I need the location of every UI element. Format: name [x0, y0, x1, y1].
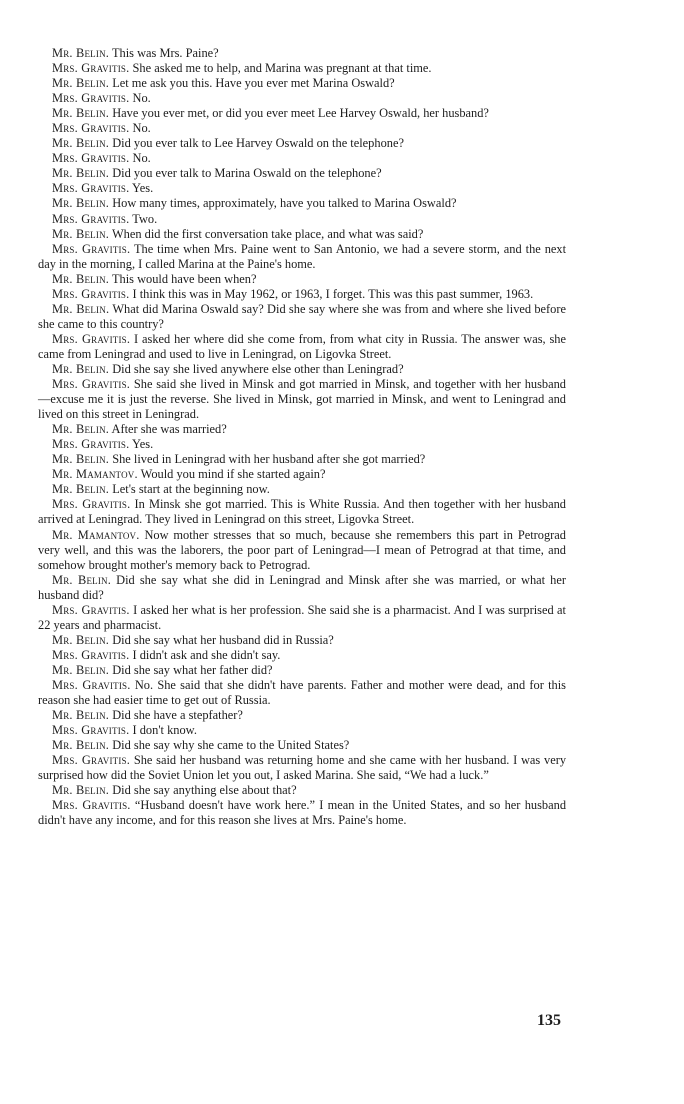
testimony-paragraph [38, 151, 566, 166]
speech-text: No. [132, 91, 151, 106]
speaker-name: Mr. Belin. [52, 76, 110, 91]
speaker-name: Mrs. Gravitis. [52, 181, 130, 196]
speech-text: She lived in Leningrad with her husband after she got married? [112, 452, 426, 467]
speaker-name: Mr. Mamantov. [52, 467, 138, 482]
speech-text: What did Marina Oswald say? Did she say where she was from and where she lived before she came to this country? [38, 301, 567, 331]
testimony-paragraph [38, 61, 566, 76]
speech-text: This would have been when? [111, 271, 257, 286]
speaker-name: Mr. Belin. [52, 46, 110, 60]
testimony-paragraph [38, 166, 566, 181]
speech-text: Now mother stresses that so much, because she remembers this part in Petrograd very well, and this was the laborers, the poor part of Leningrad—I mean of Petrograd at that time, and somehow brought mother's memory back to Petrograd. [38, 527, 566, 572]
speaker-name: Mr. Belin. [52, 271, 110, 286]
testimony-paragraph [38, 648, 566, 663]
speaker-name: Mrs. Gravitis. [52, 377, 131, 392]
speaker-name: Mr. Belin. [52, 106, 110, 121]
testimony-paragraph [38, 497, 566, 527]
speech-text: Let me ask you this. Have you ever met Marina Oswald? [112, 76, 395, 91]
speaker-name: Mrs. Gravitis. [52, 723, 130, 738]
testimony-paragraph [38, 302, 566, 332]
testimony-paragraph [38, 136, 566, 151]
testimony-paragraph [38, 753, 566, 783]
speech-text: When did the first conversation take place, and what was said? [111, 226, 424, 241]
testimony-paragraph [38, 783, 566, 798]
testimony-paragraph [38, 332, 566, 362]
speaker-name: Mrs. Gravitis. [52, 241, 131, 256]
speech-text: Did she say anything else about that? [112, 783, 297, 798]
testimony-paragraph [38, 212, 566, 227]
speech-text: Did she say what her husband did in Russia? [112, 632, 334, 647]
testimony-paragraph [38, 573, 566, 603]
testimony-paragraph [38, 272, 566, 287]
speaker-name: Mr. Belin. [52, 196, 110, 211]
speech-text: I asked her where did she come from, from what city in Russia. The answer was, she came from Leningrad and used to live in Leningrad, on Ligovka Street. [38, 331, 567, 361]
page-number: 135 [537, 1012, 561, 1029]
speaker-name: Mrs. Gravitis. [52, 437, 130, 452]
speech-text: Did you ever talk to Lee Harvey Oswald on the telephone? [112, 136, 404, 151]
speech-text: Have you ever met, or did you ever meet Lee Harvey Oswald, her husband? [112, 106, 489, 121]
speech-text: Did she say what her father did? [112, 662, 273, 677]
speaker-name: Mrs. Gravitis. [52, 331, 131, 346]
speaker-name: Mrs. Gravitis. [52, 211, 130, 226]
speaker-name: Mr. Belin. [52, 166, 110, 181]
speaker-name: Mr. Belin. [52, 572, 112, 587]
speech-text: This was Mrs. Paine? [111, 46, 219, 60]
testimony-paragraph [38, 46, 566, 61]
speaker-name: Mrs. Gravitis. [52, 497, 131, 512]
speech-text: Let's start at the beginning now. [112, 482, 270, 497]
testimony-paragraph [38, 723, 566, 738]
speech-text: Yes. [132, 181, 154, 196]
testimony-paragraph [38, 482, 566, 497]
testimony-paragraph [38, 91, 566, 106]
speech-text: The time when Mrs. Paine went to San Antonio, we had a severe storm, and the next day in the morning, I called Marina at the Paine's home. [38, 241, 567, 271]
speech-text: Did you ever talk to Marina Oswald on the telephone? [112, 166, 382, 181]
testimony-paragraph [38, 467, 566, 482]
testimony-paragraph [38, 181, 566, 196]
speaker-name: Mr. Belin. [52, 452, 110, 467]
testimony-paragraph [38, 437, 566, 452]
speaker-name: Mr. Belin. [52, 226, 110, 241]
testimony-paragraph [38, 227, 566, 242]
speaker-name: Mrs. Gravitis. [52, 121, 130, 136]
testimony-paragraph [38, 798, 566, 828]
testimony-paragraph [38, 121, 566, 136]
speech-text: She asked me to help, and Marina was pregnant at that time. [132, 61, 432, 76]
speaker-name: Mr. Belin. [52, 708, 110, 723]
speech-text: Did she say she lived anywhere else other than Leningrad? [112, 361, 404, 376]
testimony-paragraph [38, 528, 566, 573]
testimony-paragraph [38, 242, 566, 272]
speech-text: I didn't ask and she didn't say. [132, 647, 281, 662]
speech-text: Did she say what she did in Leningrad and Minsk after she was married, or what her husband did? [38, 572, 566, 602]
speaker-name: Mrs. Gravitis. [52, 61, 130, 76]
speech-text: Did she have a stepfather? [112, 708, 243, 723]
testimony-paragraph [38, 663, 566, 678]
testimony-paragraph [38, 106, 566, 121]
speech-text: Two. [132, 211, 158, 226]
speaker-name: Mrs. Gravitis. [52, 647, 130, 662]
speech-text: No. [132, 151, 151, 166]
testimony-paragraph [38, 603, 566, 633]
testimony-paragraph [38, 422, 566, 437]
speech-text: How many times, approximately, have you talked to Marina Oswald? [112, 196, 457, 211]
speech-text: Yes. [132, 437, 154, 452]
speech-text: “Husband doesn't have work here.” I mean in the United States, and so her husband didn't have any income, and for this reason she lives at Mrs. Paine's home. [38, 798, 567, 828]
speaker-name: Mrs. Gravitis. [52, 151, 130, 166]
speech-text: No. She said that she didn't have parents. Father and mother were dead, and for this reason she had easier time to get out of Russia. [38, 677, 567, 708]
speech-text: No. [132, 121, 151, 136]
testimony-paragraph [38, 196, 566, 211]
speaker-name: Mrs. Gravitis. [52, 602, 130, 617]
speaker-name: Mr. Belin. [52, 632, 110, 647]
testimony-paragraph [38, 708, 566, 723]
speech-text: Would you mind if she started again? [140, 467, 326, 482]
speaker-name: Mr. Belin. [52, 301, 110, 316]
testimony-paragraph [38, 76, 566, 91]
testimony-paragraph [38, 377, 566, 422]
speech-text: I asked her what is her profession. She said she is a pharmacist. And I was surprised at 22 years and pharmacist. [38, 602, 567, 632]
speaker-name: Mrs. Gravitis. [52, 677, 131, 692]
speaker-name: Mr. Mamantov. [52, 527, 140, 542]
testimony-transcript [38, 46, 566, 828]
testimony-paragraph [38, 678, 566, 708]
testimony-paragraph [38, 633, 566, 648]
speaker-name: Mrs. Gravitis. [52, 753, 131, 768]
speaker-name: Mr. Belin. [52, 422, 110, 437]
speaker-name: Mr. Belin. [52, 136, 110, 151]
speaker-name: Mr. Belin. [52, 482, 110, 497]
speaker-name: Mr. Belin. [52, 783, 110, 798]
speaker-name: Mrs. Gravitis. [52, 798, 131, 813]
testimony-paragraph [38, 452, 566, 467]
speech-text: I think this was in May 1962, or 1963, I forget. This was this past summer, 1963. [132, 286, 534, 301]
testimony-paragraph [38, 362, 566, 377]
speech-text: She said her husband was returning home and she came with her husband. I was very surprised how did the Soviet Union let you out, I asked Marina. She said, “We had a luck.” [38, 753, 567, 783]
speaker-name: Mr. Belin. [52, 738, 110, 753]
testimony-paragraph [38, 738, 566, 753]
testimony-paragraph [38, 287, 566, 302]
speech-text: I don't know. [132, 723, 197, 738]
speech-text: Did she say why she came to the United States? [112, 738, 350, 753]
speaker-name: Mrs. Gravitis. [52, 91, 130, 106]
speech-text: In Minsk she got married. This is White Russia. And then together with her husband arrived at Leningrad. They lived in Leningrad on this street, Ligovka Street. [38, 497, 566, 527]
speaker-name: Mrs. Gravitis. [52, 286, 130, 301]
speaker-name: Mr. Belin. [52, 662, 110, 677]
speaker-name: Mr. Belin. [52, 361, 110, 376]
speech-text: She said she lived in Minsk and got married in Minsk, and together with her husband—excuse me it is just the reverse. She lived in Minsk, got married in Minsk, and went to Leningrad and lived on this street in Leningrad. [38, 377, 566, 422]
speech-text: After she was married? [111, 422, 227, 437]
